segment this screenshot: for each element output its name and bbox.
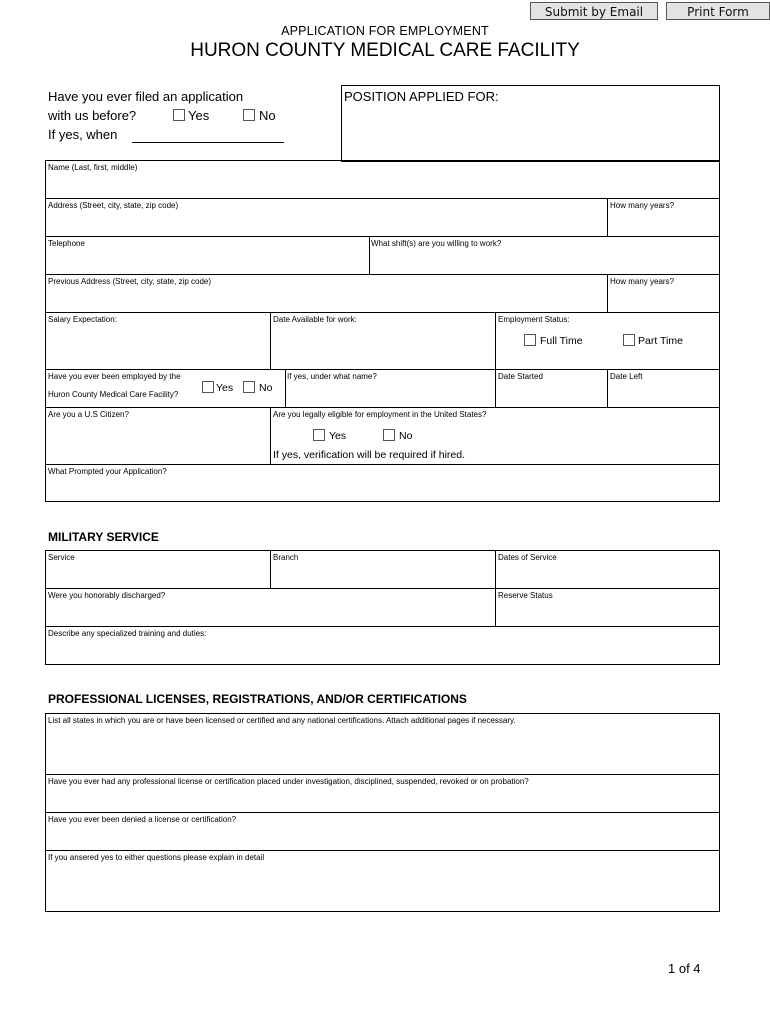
- previous-address-input[interactable]: [48, 290, 607, 310]
- investigation-label: Have you ever had any professional license or certification placed under investigation, disciplined, suspended, revoked or on probation?: [48, 777, 529, 786]
- position-applied-label: POSITION APPLIED FOR:: [344, 89, 499, 104]
- grid-row-line: [45, 812, 720, 813]
- previous-address-years-label: How many years?: [610, 277, 675, 286]
- verification-note: If yes, verification will be required if hired.: [273, 449, 465, 461]
- grid-col-line: [270, 550, 271, 588]
- eligible-yes-label: Yes: [329, 430, 347, 442]
- grid-col-line: [270, 312, 271, 369]
- specialized-training-input[interactable]: [48, 643, 720, 663]
- list-states-input[interactable]: [48, 730, 720, 774]
- specialized-training-label: Describe any specialized training and duties:: [48, 629, 207, 638]
- address-years-input[interactable]: [610, 214, 720, 234]
- what-prompted-input[interactable]: [48, 480, 720, 500]
- branch-label: Branch: [273, 553, 299, 562]
- salary-input[interactable]: [48, 330, 270, 350]
- date-available-input[interactable]: [273, 330, 495, 350]
- reserve-status-input[interactable]: [498, 604, 720, 624]
- address-label: Address (Street, city, state, zip code): [48, 201, 179, 210]
- honorably-discharged-input[interactable]: [48, 604, 495, 624]
- grid-col-line: [607, 198, 608, 236]
- salary-label: Salary Expectation:: [48, 315, 117, 324]
- grid-row-line: [45, 464, 720, 465]
- part-time-label: Part Time: [638, 335, 683, 347]
- date-left-input[interactable]: [610, 386, 720, 406]
- prior-application-question-line1: Have you ever filed an application: [48, 89, 244, 104]
- under-what-name-label: If yes, under what name?: [287, 372, 377, 381]
- form-title: HURON COUNTY MEDICAL CARE FACILITY: [190, 40, 580, 61]
- grid-row-line: [45, 626, 720, 627]
- grid-col-line: [285, 369, 286, 407]
- if-yes-when-input[interactable]: [132, 127, 288, 143]
- military-heading: MILITARY SERVICE: [48, 530, 159, 544]
- service-label: Service: [48, 553, 75, 562]
- grid-row-line: [45, 369, 720, 370]
- eligible-no-checkbox[interactable]: [383, 429, 395, 441]
- grid-col-line: [607, 369, 608, 407]
- branch-input[interactable]: [273, 566, 495, 586]
- explain-input[interactable]: [48, 866, 720, 912]
- denied-label: Have you ever been denied a license or certification?: [48, 815, 237, 824]
- denied-input[interactable]: [48, 828, 720, 848]
- telephone-input[interactable]: [48, 252, 369, 272]
- grid-row-line: [45, 407, 720, 408]
- employed-before-no-checkbox[interactable]: [243, 381, 255, 393]
- us-citizen-label: Are you a U.S Citizen?: [48, 410, 129, 419]
- prior-application-no-label: No: [259, 108, 276, 123]
- grid-col-line: [369, 236, 370, 274]
- full-time-label: Full Time: [540, 335, 583, 347]
- list-states-label: List all states in which you are or have been licensed or certified and any national certifications. Attach additional pages if necessary.: [48, 716, 516, 725]
- explain-label: If you ansered yes to either questions please explain in detail: [48, 853, 265, 862]
- previous-address-years-input[interactable]: [610, 290, 720, 310]
- submit-by-email-button[interactable]: Submit by Email: [530, 2, 658, 20]
- employed-before-no-label: No: [259, 382, 273, 394]
- if-yes-when-label: If yes, when: [48, 127, 118, 142]
- shifts-input[interactable]: [371, 252, 720, 272]
- print-form-button[interactable]: Print Form: [666, 2, 770, 20]
- honorably-discharged-label: Were you honorably discharged?: [48, 591, 166, 600]
- investigation-input[interactable]: [48, 790, 720, 810]
- grid-row-line: [45, 312, 720, 313]
- telephone-label: Telephone: [48, 239, 85, 248]
- prior-application-question-line2: with us before?: [48, 108, 137, 123]
- employed-before-yes-label: Yes: [216, 382, 234, 394]
- address-input[interactable]: [48, 214, 607, 234]
- date-started-label: Date Started: [498, 372, 543, 381]
- name-label: Name (Last, first, middle): [48, 163, 138, 172]
- name-input[interactable]: [48, 176, 720, 196]
- grid-col-line: [495, 312, 496, 407]
- legally-eligible-label: Are you legally eligible for employment in the United States?: [273, 410, 487, 419]
- page-number: 1 of 4: [668, 961, 701, 976]
- under-what-name-input[interactable]: [287, 386, 495, 406]
- previous-address-label: Previous Address (Street, city, state, zip code): [48, 277, 212, 286]
- shifts-label: What shift(s) are you willing to work?: [371, 239, 502, 248]
- employed-before-label-line1: Have you ever been employed by the: [48, 372, 181, 381]
- prior-application-no-checkbox[interactable]: [243, 109, 255, 121]
- employed-before-yes-checkbox[interactable]: [202, 381, 214, 393]
- dates-of-service-input[interactable]: [498, 566, 720, 586]
- what-prompted-label: What Prompted your Application?: [48, 467, 167, 476]
- grid-col-line: [270, 407, 271, 464]
- if-yes-when-underline: [132, 142, 284, 143]
- employed-before-label-line2: Huron County Medical Care Facility?: [48, 390, 179, 399]
- grid-row-line: [45, 236, 720, 237]
- service-input[interactable]: [48, 566, 270, 586]
- full-time-checkbox[interactable]: [524, 334, 536, 346]
- grid-col-line: [495, 550, 496, 626]
- grid-row-line: [45, 774, 720, 775]
- grid-row-line: [45, 274, 720, 275]
- date-available-label: Date Available for work:: [273, 315, 357, 324]
- date-left-label: Date Left: [610, 372, 643, 381]
- reserve-status-label: Reserve Status: [498, 591, 553, 600]
- eligible-yes-checkbox[interactable]: [313, 429, 325, 441]
- prior-application-yes-checkbox[interactable]: [173, 109, 185, 121]
- dates-of-service-label: Dates of Service: [498, 553, 557, 562]
- address-years-label: How many years?: [610, 201, 675, 210]
- eligible-no-label: No: [399, 430, 413, 442]
- date-started-input[interactable]: [498, 386, 607, 406]
- grid-row-line: [45, 198, 720, 199]
- grid-row-line: [45, 588, 720, 589]
- licenses-heading: PROFESSIONAL LICENSES, REGISTRATIONS, AND/OR CERTIFICATIONS: [48, 692, 467, 706]
- us-citizen-input[interactable]: [48, 426, 270, 446]
- part-time-checkbox[interactable]: [623, 334, 635, 346]
- form-subtitle: APPLICATION FOR EMPLOYMENT: [281, 24, 489, 38]
- prior-application-yes-label: Yes: [188, 108, 210, 123]
- grid-col-line: [607, 274, 608, 312]
- employment-status-label: Employment Status:: [498, 315, 570, 324]
- grid-row-line: [45, 850, 720, 851]
